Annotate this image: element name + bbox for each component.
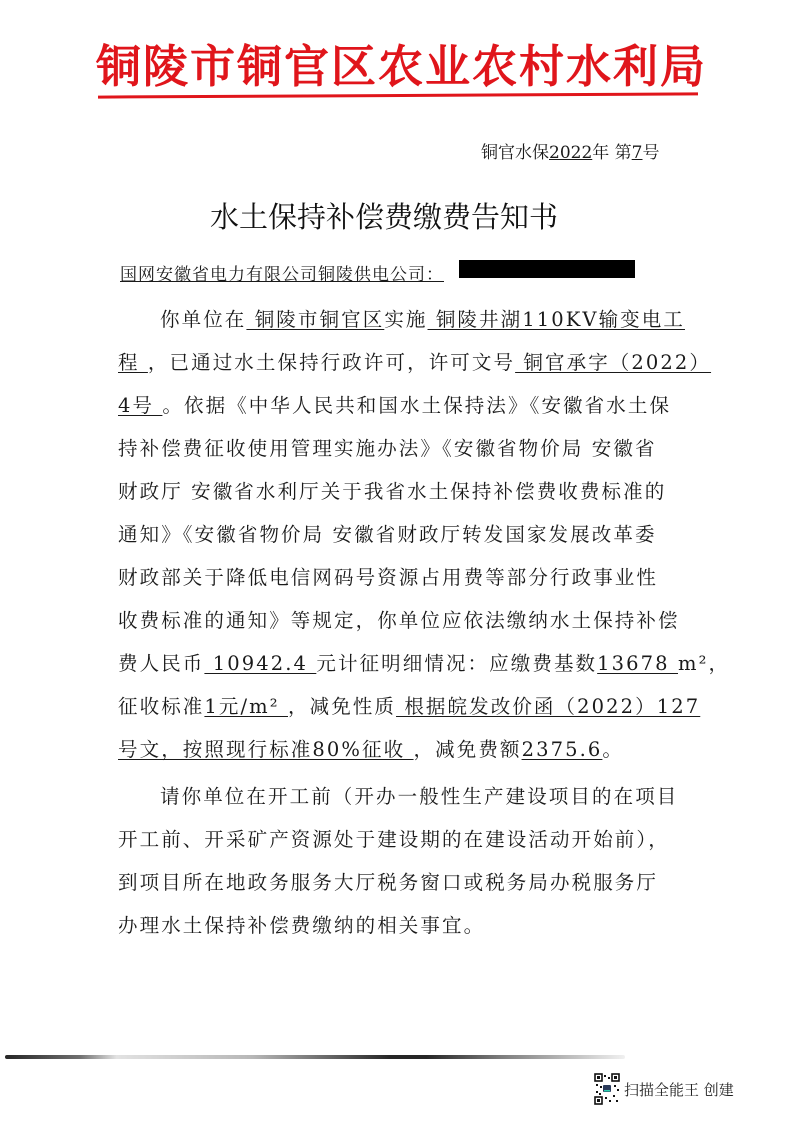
permit-number: 铜官承字（2022） bbox=[515, 351, 712, 374]
body-line: 你单位在 铜陵市铜官区实施 铜陵井湖110KV输变电工 bbox=[160, 308, 685, 331]
body-line: 程 ，已通过水土保持行政许可，许可文号 铜官承字（2022） bbox=[118, 351, 712, 374]
document-title: 水土保持补偿费缴费告知书 bbox=[210, 200, 559, 234]
body-line: 财政厅 安徽省水利厅关于我省水土保持补偿费收费标准的 bbox=[118, 480, 667, 503]
project-location: 铜陵市铜官区 bbox=[246, 308, 385, 331]
fee-rate: 1元/m² bbox=[204, 695, 288, 718]
body-line: 通知》《安徽省物价局 安徽省财政厅转发国家发展改革委 bbox=[118, 523, 657, 546]
fee-base: 13678 bbox=[597, 652, 678, 675]
watermark-text: 扫描全能王 创建 bbox=[624, 1080, 734, 1099]
document-year: 2022 bbox=[549, 143, 593, 163]
body-line: 4号 。依据《中华人民共和国水土保持法》《安徽省水土保 bbox=[118, 394, 672, 417]
scanner-watermark bbox=[594, 1073, 734, 1105]
exemption-basis: 根据皖发改价函（2022）127 bbox=[396, 695, 701, 718]
exemption-basis-cont: 号文，按照现行标准80%征收 bbox=[118, 738, 414, 761]
body-line: 开工前、开采矿产资源处于建设期的在建设活动开始前）， bbox=[118, 828, 670, 851]
body-line: 号文，按照现行标准80%征收 ，减免费额2375.6。 bbox=[118, 738, 625, 761]
qr-code-icon bbox=[594, 1073, 620, 1105]
document-number: 铜官水保2022年 第7号 bbox=[481, 143, 660, 163]
body-line: 请你单位在开工前（开办一般性生产建设项目的在项目 bbox=[160, 785, 679, 808]
body-line: 费人民币 10942.4 元计征明细情况：应缴费基数13678 m²， bbox=[118, 652, 731, 675]
body-line: 财政部关于降低电信网码号资源占用费等部分行政事业性 bbox=[118, 566, 659, 589]
body-line: 办理水土保持补偿费缴纳的相关事宜。 bbox=[118, 914, 486, 937]
redaction-box bbox=[459, 260, 635, 278]
body-line: 持补偿费征收使用管理实施办法》《安徽省物价局 安徽省 bbox=[118, 437, 657, 460]
fee-amount: 10942.4 bbox=[204, 652, 317, 675]
exemption-amount: 2375.6 bbox=[521, 738, 603, 761]
letterhead-title: 铜陵市铜官区农业农村水利局 bbox=[96, 40, 708, 93]
body-line: 到项目所在地政务服务大厅税务窗口或税务局办税服务厅 bbox=[118, 871, 659, 894]
document-serial: 7 bbox=[631, 143, 643, 163]
body-line: 征收标准1元/m² ，减免性质 根据皖发改价函（2022）127 bbox=[118, 695, 701, 718]
project-name: 铜陵井湖110KV输变电工 bbox=[427, 308, 685, 331]
scan-edge-artifact bbox=[5, 1055, 625, 1059]
addressee: 国网安徽省电力有限公司铜陵供电公司： bbox=[120, 265, 444, 285]
body-line: 收费标准的通知》等规定，你单位应依法缴纳水土保持补偿 bbox=[118, 609, 680, 632]
